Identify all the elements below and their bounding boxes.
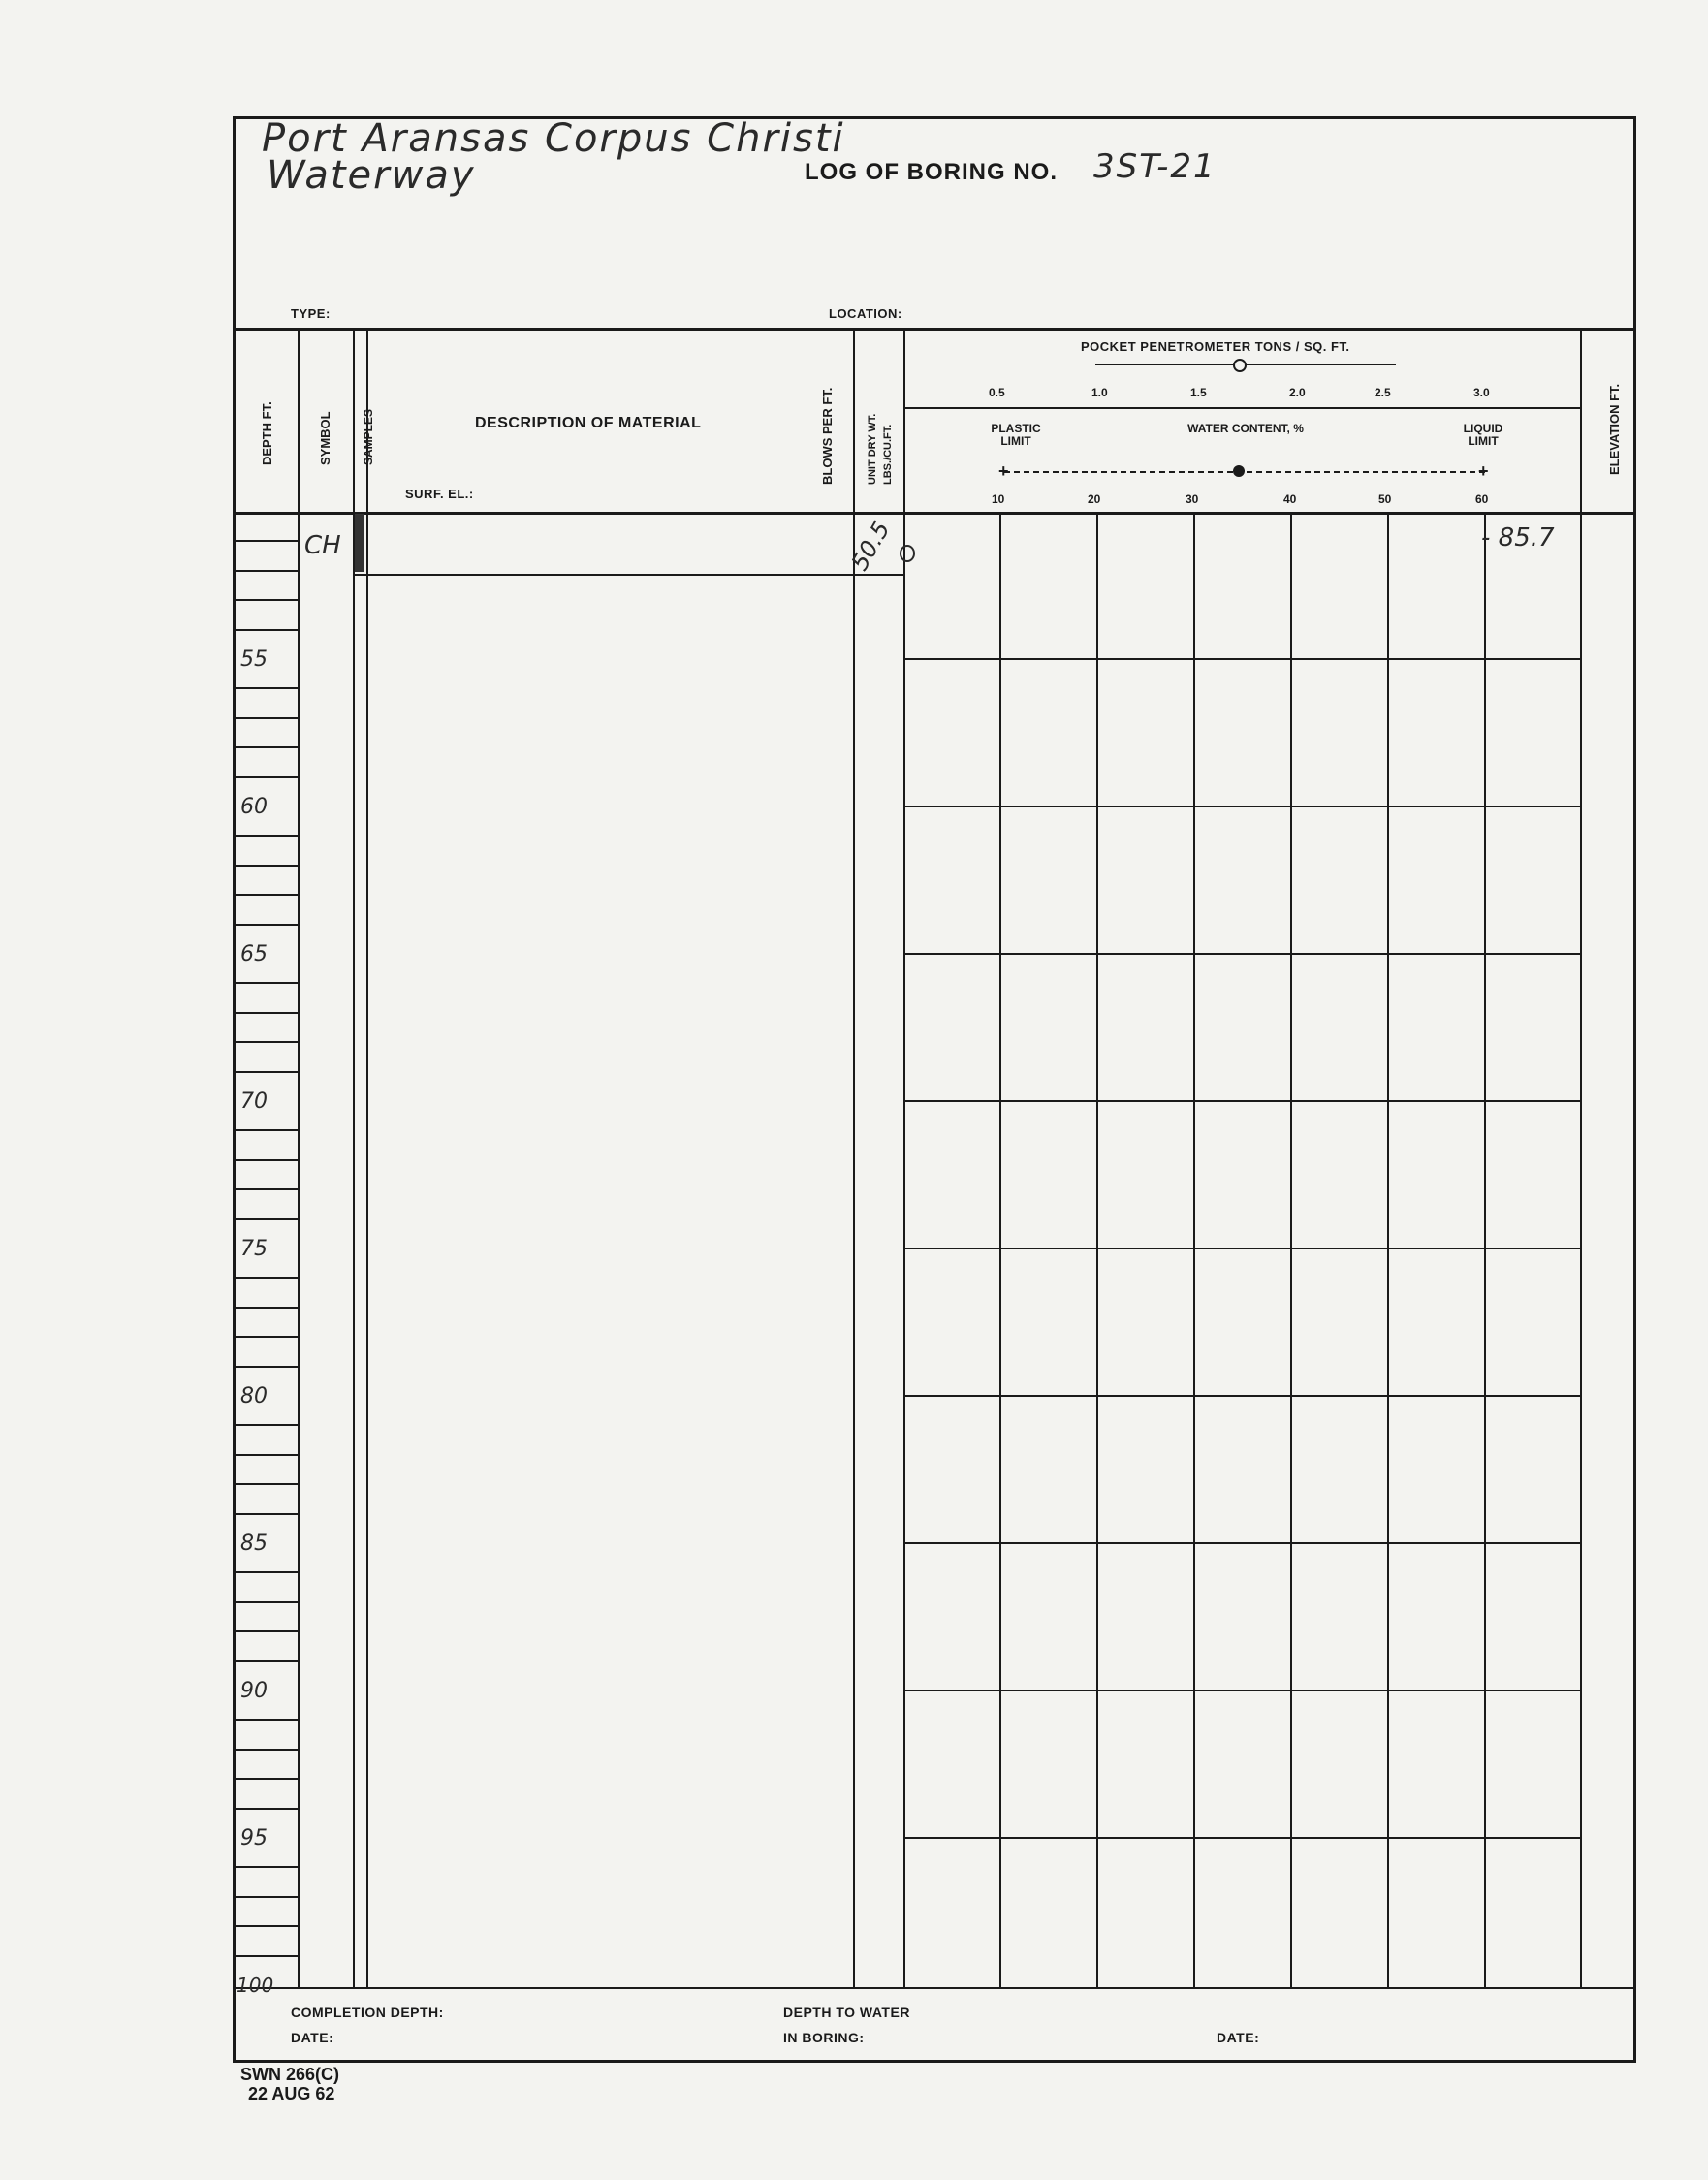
unit-weight-units: LBS./CU.FT.	[882, 424, 894, 485]
water-tick-4: 50	[1378, 492, 1392, 506]
pen-tick-4: 2.5	[1375, 386, 1391, 399]
surface-elevation-label: SURF. EL.:	[405, 487, 474, 501]
water-tick-3: 40	[1283, 492, 1297, 506]
pen-tick-1: 1.0	[1091, 386, 1108, 399]
depth-label-85: 85	[240, 1532, 268, 1556]
elevation-column-divider	[1580, 328, 1582, 1987]
water-tick-1: 20	[1088, 492, 1101, 506]
depth-label-60: 60	[240, 795, 268, 819]
water-tick-2: 30	[1186, 492, 1199, 506]
depth-label-100: 100	[237, 1974, 274, 1997]
water-content-marker	[1233, 465, 1245, 477]
liquid-limit-marker: +	[1478, 461, 1489, 481]
footer-rule	[233, 1987, 1636, 1989]
blows-column-header: BLOWS PER FT.	[820, 387, 835, 485]
depth-label-75: 75	[240, 1237, 268, 1261]
penetrometer-legend-circle	[1233, 359, 1247, 372]
unit-weight-mark	[900, 545, 915, 562]
pen-tick-2: 1.5	[1190, 386, 1207, 399]
sample-marker	[355, 514, 364, 572]
project-name-line2: Waterway	[267, 153, 476, 198]
depth-label-65: 65	[240, 942, 268, 966]
blows-column-divider	[853, 328, 855, 1987]
samples-column-header: SAMPLES	[362, 408, 375, 465]
elevation-column-header: ELEVATION FT.	[1607, 383, 1622, 475]
in-boring-label: IN BORING:	[783, 2030, 865, 2045]
depth-label-90: 90	[240, 1679, 268, 1703]
description-column-header: DESCRIPTION OF MATERIAL	[475, 415, 702, 431]
moisture-grid	[903, 512, 1580, 1987]
water-content-label: WATER CONTENT, %	[1187, 422, 1304, 435]
layer-boundary	[353, 574, 903, 576]
depth-label-55: 55	[240, 648, 268, 672]
location-label: LOCATION:	[829, 306, 902, 321]
type-label: TYPE:	[291, 306, 331, 321]
depth-to-water-label: DEPTH TO WATER	[783, 2005, 910, 2020]
depth-label-70: 70	[240, 1090, 268, 1114]
log-title: LOG OF BORING NO.	[805, 159, 1058, 185]
plastic-limit-label: PLASTIC LIMIT	[991, 422, 1041, 448]
soil-symbol: CH	[304, 531, 341, 560]
completion-date-label: DATE:	[291, 2030, 334, 2045]
water-tick-0: 10	[992, 492, 1005, 506]
depth-label-95: 95	[240, 1826, 268, 1850]
header-rule	[233, 328, 1636, 331]
penetrometer-rule	[903, 407, 1580, 409]
unit-weight-value: 50.5	[845, 517, 896, 576]
unit-weight-column-header: UNIT DRY WT.	[867, 413, 878, 485]
symbol-column-divider	[353, 328, 355, 1987]
liquid-limit-label: LIQUID LIMIT	[1463, 422, 1503, 448]
pen-tick-5: 3.0	[1473, 386, 1490, 399]
depth-label-80: 80	[240, 1384, 268, 1408]
depth-column-header: DEPTH FT.	[260, 401, 274, 465]
water-date-label: DATE:	[1217, 2030, 1260, 2045]
penetrometer-title: POCKET PENETROMETER TONS / SQ. FT.	[1081, 339, 1350, 354]
samples-column-divider	[366, 328, 368, 1987]
water-tick-5: 60	[1475, 492, 1489, 506]
water-legend-line	[1004, 471, 1485, 473]
project-name-line1: Port Aransas Corpus Christi	[262, 116, 845, 161]
pen-tick-3: 2.0	[1289, 386, 1306, 399]
symbol-column-header: SYMBOL	[318, 411, 332, 465]
form-number: SWN 266(C)	[240, 2065, 340, 2084]
form-date: 22 AUG 62	[248, 2084, 335, 2103]
elevation-value: - 85.7	[1481, 523, 1555, 553]
depth-column-divider	[298, 328, 300, 1987]
plastic-limit-marker: +	[998, 461, 1009, 481]
pen-tick-0: 0.5	[989, 386, 1005, 399]
boring-number: 3ST-21	[1093, 147, 1217, 186]
completion-depth-label: COMPLETION DEPTH:	[291, 2005, 444, 2020]
